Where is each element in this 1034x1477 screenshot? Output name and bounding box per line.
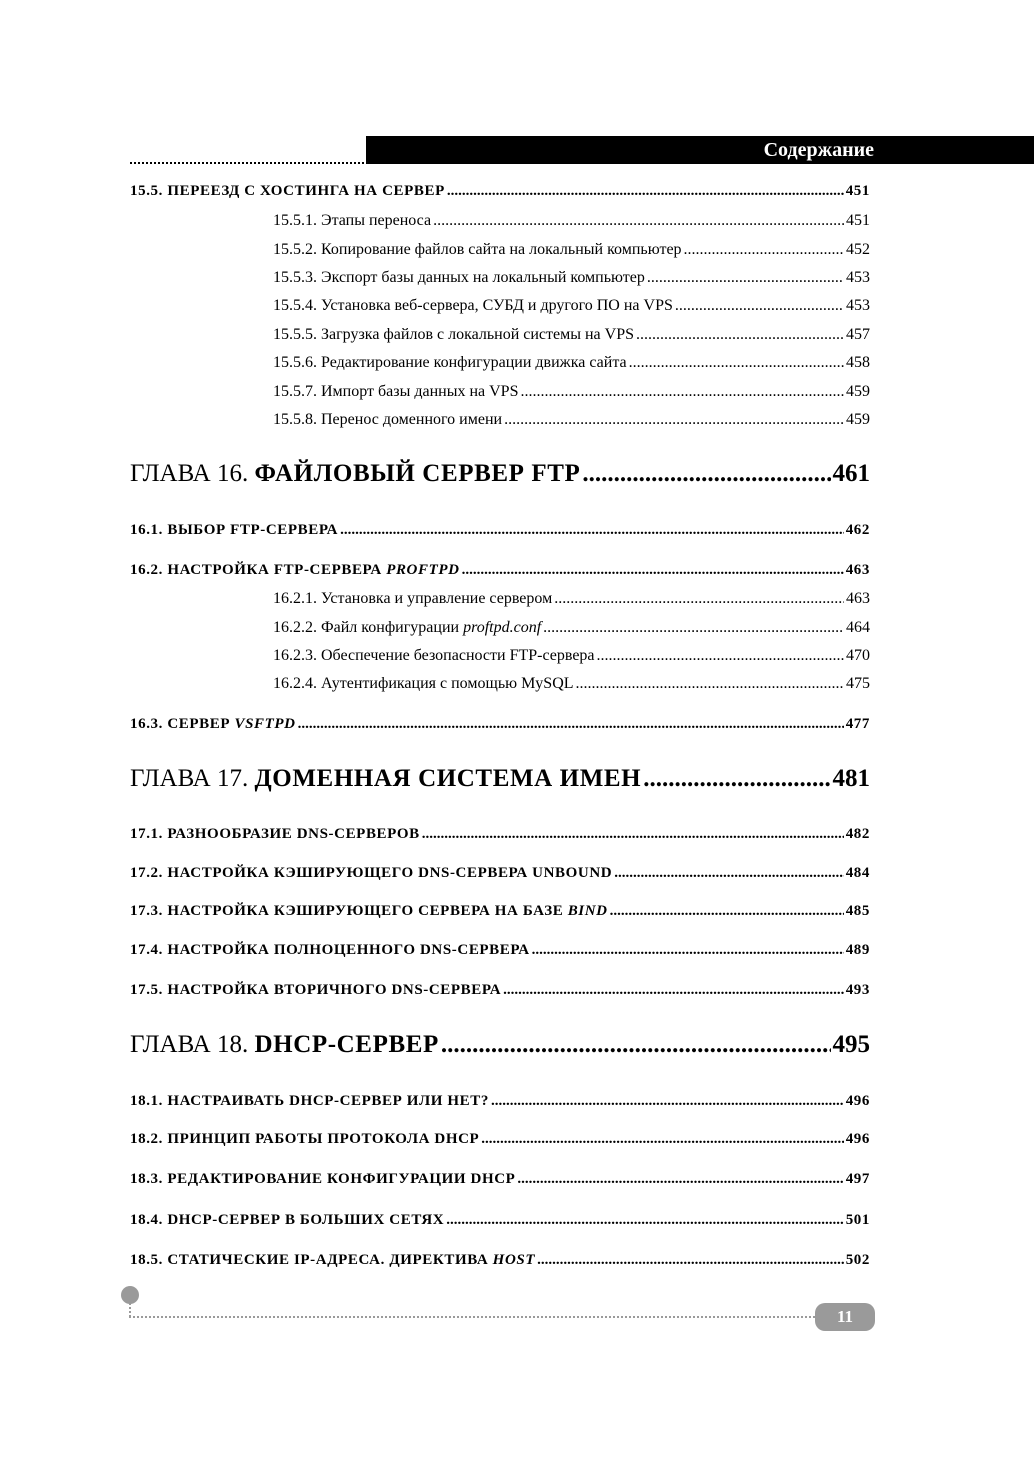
toc-leader-dots (597, 647, 844, 665)
toc-entry-title (130, 1131, 479, 1148)
toc-section-entry (130, 942, 870, 959)
toc-entry-number: 16.2.1. (273, 590, 317, 607)
toc-subsection-entry (273, 269, 870, 287)
toc-entry-number: 16.2.3. (273, 647, 317, 664)
toc-leader-dots (537, 1252, 844, 1269)
toc-entry-text: НАСТРАИВАТЬ DHCP-СЕРВЕР ИЛИ НЕТ? (167, 1093, 489, 1109)
toc-section-entry (130, 522, 870, 539)
toc-entry-number: ГЛАВА 18. (130, 1031, 249, 1058)
toc-leader-dots (684, 241, 844, 259)
toc-subsection-entry (273, 590, 870, 608)
toc-leader-dots (520, 383, 844, 401)
toc-section-entry (130, 826, 870, 843)
toc-entry-text: РАЗНООБРАЗИЕ DNS-СЕРВЕРОВ (167, 826, 420, 842)
toc-entry-text: СЕРВЕР (167, 716, 235, 732)
toc-entry-text: Экспорт базы данных на локальный компьютер (321, 269, 645, 286)
toc-entry-title (273, 590, 552, 608)
toc-entry-title (130, 562, 460, 579)
toc-entry-title (273, 212, 431, 230)
toc-entry-text: ФАЙЛОВЫЙ СЕРВЕР FTP (254, 460, 581, 487)
toc-leader-dots (491, 1093, 844, 1110)
toc-page-number: 463 (845, 562, 870, 578)
toc-leader-dots (446, 1212, 843, 1229)
toc-entry-number: 15.5.3. (273, 269, 317, 286)
toc-entry-number: 16.2.2. (273, 619, 317, 636)
toc-entry-text: НАСТРОЙКА КЭШИРУЮЩЕГО DNS-СЕРВЕРА UNBOUND (167, 865, 613, 881)
toc-entry-text: Аутентификация с помощью MySQL (321, 675, 574, 692)
toc-subsection-entry (273, 212, 870, 230)
toc-page-number: 484 (845, 865, 870, 881)
toc-leader-dots (441, 1031, 831, 1059)
toc-leader-dots (647, 269, 844, 287)
toc-entry-title (130, 522, 338, 539)
toc-entry-number: ГЛАВА 16. (130, 460, 249, 487)
toc-page-number: 482 (845, 826, 870, 842)
toc-leader-dots (481, 1131, 843, 1148)
toc-entry-title (130, 1093, 489, 1110)
toc-entry-number: 18.3. (130, 1171, 163, 1187)
toc-entry-number: 16.2. (130, 562, 163, 578)
toc-entry-number: 18.5. (130, 1252, 163, 1268)
toc-page-number: 452 (846, 241, 870, 258)
toc-entry-number: 16.2.4. (273, 675, 317, 692)
toc-entry-text: НАСТРОЙКА ВТОРИЧНОГО DNS-СЕРВЕРА (167, 982, 502, 998)
toc-chapter-entry (130, 1031, 870, 1059)
toc-subsection-entry (273, 647, 870, 665)
toc-subsection-entry (273, 411, 870, 429)
toc-page-number: 470 (846, 647, 870, 664)
toc-entry-title (273, 383, 518, 401)
toc-entry-text: DHCP-СЕРВЕР В БОЛЬШИХ СЕТЯХ (167, 1212, 445, 1228)
toc-page-number: 453 (846, 269, 870, 286)
toc-chapter-entry (130, 765, 870, 793)
toc-entry-title (273, 241, 682, 259)
toc-page-number: 496 (845, 1093, 870, 1109)
toc-entry-title (273, 326, 634, 344)
toc-page-number: 475 (846, 675, 870, 692)
toc-leader-dots (462, 562, 844, 579)
toc-entry-title (130, 1171, 515, 1188)
toc-leader-dots (614, 865, 843, 882)
footer-dotted-vline (129, 1303, 131, 1317)
toc-page-number: 496 (845, 1131, 870, 1147)
toc-entry-text: ВЫБОР FTP-СЕРВЕРА (167, 522, 339, 538)
toc-entry-text: Копирование файлов сайта на локальный компьютер (321, 241, 682, 258)
toc-entry-text: Редактирование конфигурации движка сайта (321, 354, 627, 371)
page-number-badge: 11 (815, 1303, 875, 1331)
toc-entry-number: 15.5.6. (273, 354, 317, 371)
toc-entry-italic-text: PROFTPD (386, 562, 460, 578)
toc-entry-italic-text: proftpd.conf (463, 619, 542, 636)
toc-subsection-entry (273, 619, 870, 637)
toc-page-number: 481 (832, 765, 870, 792)
toc-section-entry (130, 1093, 870, 1110)
toc-entry-number: 17.2. (130, 865, 163, 881)
toc-leader-dots (433, 212, 844, 230)
toc-subsection-entry (273, 241, 870, 259)
toc-leader-dots (643, 765, 830, 793)
toc-page-number: 461 (832, 460, 870, 487)
toc-entry-title (130, 1031, 439, 1059)
toc-entry-text: НАСТРОЙКА ПОЛНОЦЕННОГО DNS-СЕРВЕРА (167, 942, 530, 958)
toc-entry-title (130, 765, 641, 793)
toc-entry-title (130, 865, 612, 882)
toc-leader-dots (532, 942, 844, 959)
toc-section-entry (130, 903, 870, 920)
toc-page-number: 495 (832, 1031, 870, 1058)
toc-entry-text: РЕДАКТИРОВАНИЕ КОНФИГУРАЦИИ DHCP (167, 1171, 516, 1187)
toc-entry-number: 17.1. (130, 826, 163, 842)
toc-leader-dots (447, 183, 844, 200)
toc-entry-title (273, 411, 502, 429)
toc-leader-dots (610, 903, 844, 920)
toc-entry-text: ПРИНЦИП РАБОТЫ ПРОТОКОЛА DHCP (167, 1131, 480, 1147)
toc-entry-text: Установка веб-сервера, СУБД и другого ПО на VPS (321, 297, 673, 314)
toc-entry-number: 18.4. (130, 1212, 163, 1228)
toc-entry-number: 18.1. (130, 1093, 163, 1109)
toc-entry-text: НАСТРОЙКА FTP-СЕРВЕРА (167, 562, 387, 578)
toc-subsection-entry (273, 354, 870, 372)
toc-page-number: 459 (846, 411, 870, 428)
header-title: Содержание (763, 139, 874, 161)
toc-entry-title (130, 982, 501, 999)
toc-page-number: 459 (846, 383, 870, 400)
toc-section-entry (130, 865, 870, 882)
toc-entry-title (273, 269, 645, 287)
toc-page-number: 501 (845, 1212, 870, 1228)
footer-circle-icon (121, 1286, 139, 1304)
toc-entry-italic-text: VSFTPD (234, 716, 296, 732)
toc-entry-number: 17.4. (130, 942, 163, 958)
toc-page-number: 502 (845, 1252, 870, 1268)
toc-entry-title (130, 942, 530, 959)
toc-entry-number: 15.5.8. (273, 411, 317, 428)
toc-leader-dots (422, 826, 844, 843)
toc-entry-number: 15.5. (130, 183, 163, 199)
toc-page-number: 457 (846, 326, 870, 343)
toc-leader-dots (340, 522, 844, 539)
toc-leader-dots (504, 411, 844, 429)
toc-page-number: 464 (846, 619, 870, 636)
toc-section-entry (130, 1171, 870, 1188)
toc-section-entry (130, 982, 870, 999)
toc-page-number: 463 (846, 590, 870, 607)
toc-entry-text: НАСТРОЙКА КЭШИРУЮЩЕГО СЕРВЕРА НА БАЗЕ (167, 903, 568, 919)
toc-leader-dots (675, 297, 844, 315)
toc-entry-italic-text: BIND (567, 903, 608, 919)
toc-entry-title (130, 1252, 535, 1269)
toc-entry-number: 15.5.7. (273, 383, 317, 400)
toc-entry-number: 16.1. (130, 522, 163, 538)
toc-section-entry (130, 1131, 870, 1148)
toc-entry-number: 16.3. (130, 716, 163, 732)
toc-leader-dots (576, 675, 844, 693)
toc-subsection-entry (273, 326, 870, 344)
toc-entry-number: 18.2. (130, 1131, 163, 1147)
toc-entry-text: Этапы переноса (321, 212, 432, 229)
toc-entry-title (273, 354, 627, 372)
toc-entry-italic-text: HOST (492, 1252, 536, 1268)
toc-entry-text: DHCP-СЕРВЕР (254, 1031, 439, 1058)
toc-section-entry (130, 562, 870, 579)
toc-entry-text: Файл конфигурации (321, 619, 464, 636)
toc-page-number: 462 (845, 522, 870, 538)
toc-entry-title (130, 716, 296, 733)
toc-entry-title (130, 183, 445, 200)
toc-subsection-entry (273, 675, 870, 693)
header-bar (366, 136, 1034, 164)
toc-entry-number: 15.5.2. (273, 241, 317, 258)
toc-entry-title (273, 297, 673, 315)
toc-section-entry (130, 183, 870, 200)
toc-entry-number: ГЛАВА 17. (130, 765, 249, 792)
toc-chapter-entry (130, 460, 870, 488)
toc-leader-dots (636, 326, 844, 344)
toc-entry-text: Загрузка файлов с локальной системы на VPS (321, 326, 635, 343)
toc-leader-dots (503, 982, 844, 999)
toc-subsection-entry (273, 383, 870, 401)
toc-entry-number: 15.5.1. (273, 212, 317, 229)
toc-page-number: 458 (846, 354, 870, 371)
toc-entry-title (130, 903, 608, 920)
toc-entry-text: Установка и управление сервером (321, 590, 553, 607)
toc-section-entry (130, 716, 870, 733)
toc-entry-number: 17.5. (130, 982, 163, 998)
toc-entry-text: ДОМЕННАЯ СИСТЕМА ИМЕН (254, 765, 642, 792)
toc-page-number: 493 (845, 982, 870, 998)
toc-entry-text: Импорт базы данных на VPS (321, 383, 519, 400)
toc-leader-dots (298, 716, 844, 733)
toc-entry-number: 17.3. (130, 903, 163, 919)
toc-leader-dots (543, 619, 844, 637)
toc-entry-title (273, 619, 541, 637)
toc-entry-title (273, 647, 595, 665)
toc-entry-number: 15.5.4. (273, 297, 317, 314)
toc-page-number: 453 (846, 297, 870, 314)
toc-entry-text: Обеспечение безопасности FTP-сервера (321, 647, 595, 664)
toc-page-number: 451 (846, 212, 870, 229)
toc-leader-dots (629, 354, 844, 372)
toc-page-number: 477 (845, 716, 870, 732)
toc-page-number: 485 (845, 903, 870, 919)
toc-section-entry (130, 1252, 870, 1269)
toc-leader-dots (582, 460, 830, 488)
toc-entry-title (273, 675, 574, 693)
toc-leader-dots (517, 1171, 843, 1188)
toc-leader-dots (554, 590, 844, 608)
header-dotted-rule (130, 162, 368, 164)
toc-page-number: 489 (845, 942, 870, 958)
toc-section-entry (130, 1212, 870, 1229)
toc-page-number: 451 (845, 183, 870, 199)
toc-entry-text: СТАТИЧЕСКИЕ IP-АДРЕСА. ДИРЕКТИВА (167, 1252, 493, 1268)
toc-entry-text: Перенос доменного имени (321, 411, 503, 428)
footer-dotted-rule (129, 1316, 819, 1318)
toc-entry-title (130, 460, 580, 488)
toc-entry-text: ПЕРЕЕЗД С ХОСТИНГА НА СЕРВЕР (167, 183, 445, 199)
toc-entry-title (130, 826, 420, 843)
toc-subsection-entry (273, 297, 870, 315)
toc-entry-number: 15.5.5. (273, 326, 317, 343)
toc-entry-title (130, 1212, 444, 1229)
toc-page-number: 497 (845, 1171, 870, 1187)
